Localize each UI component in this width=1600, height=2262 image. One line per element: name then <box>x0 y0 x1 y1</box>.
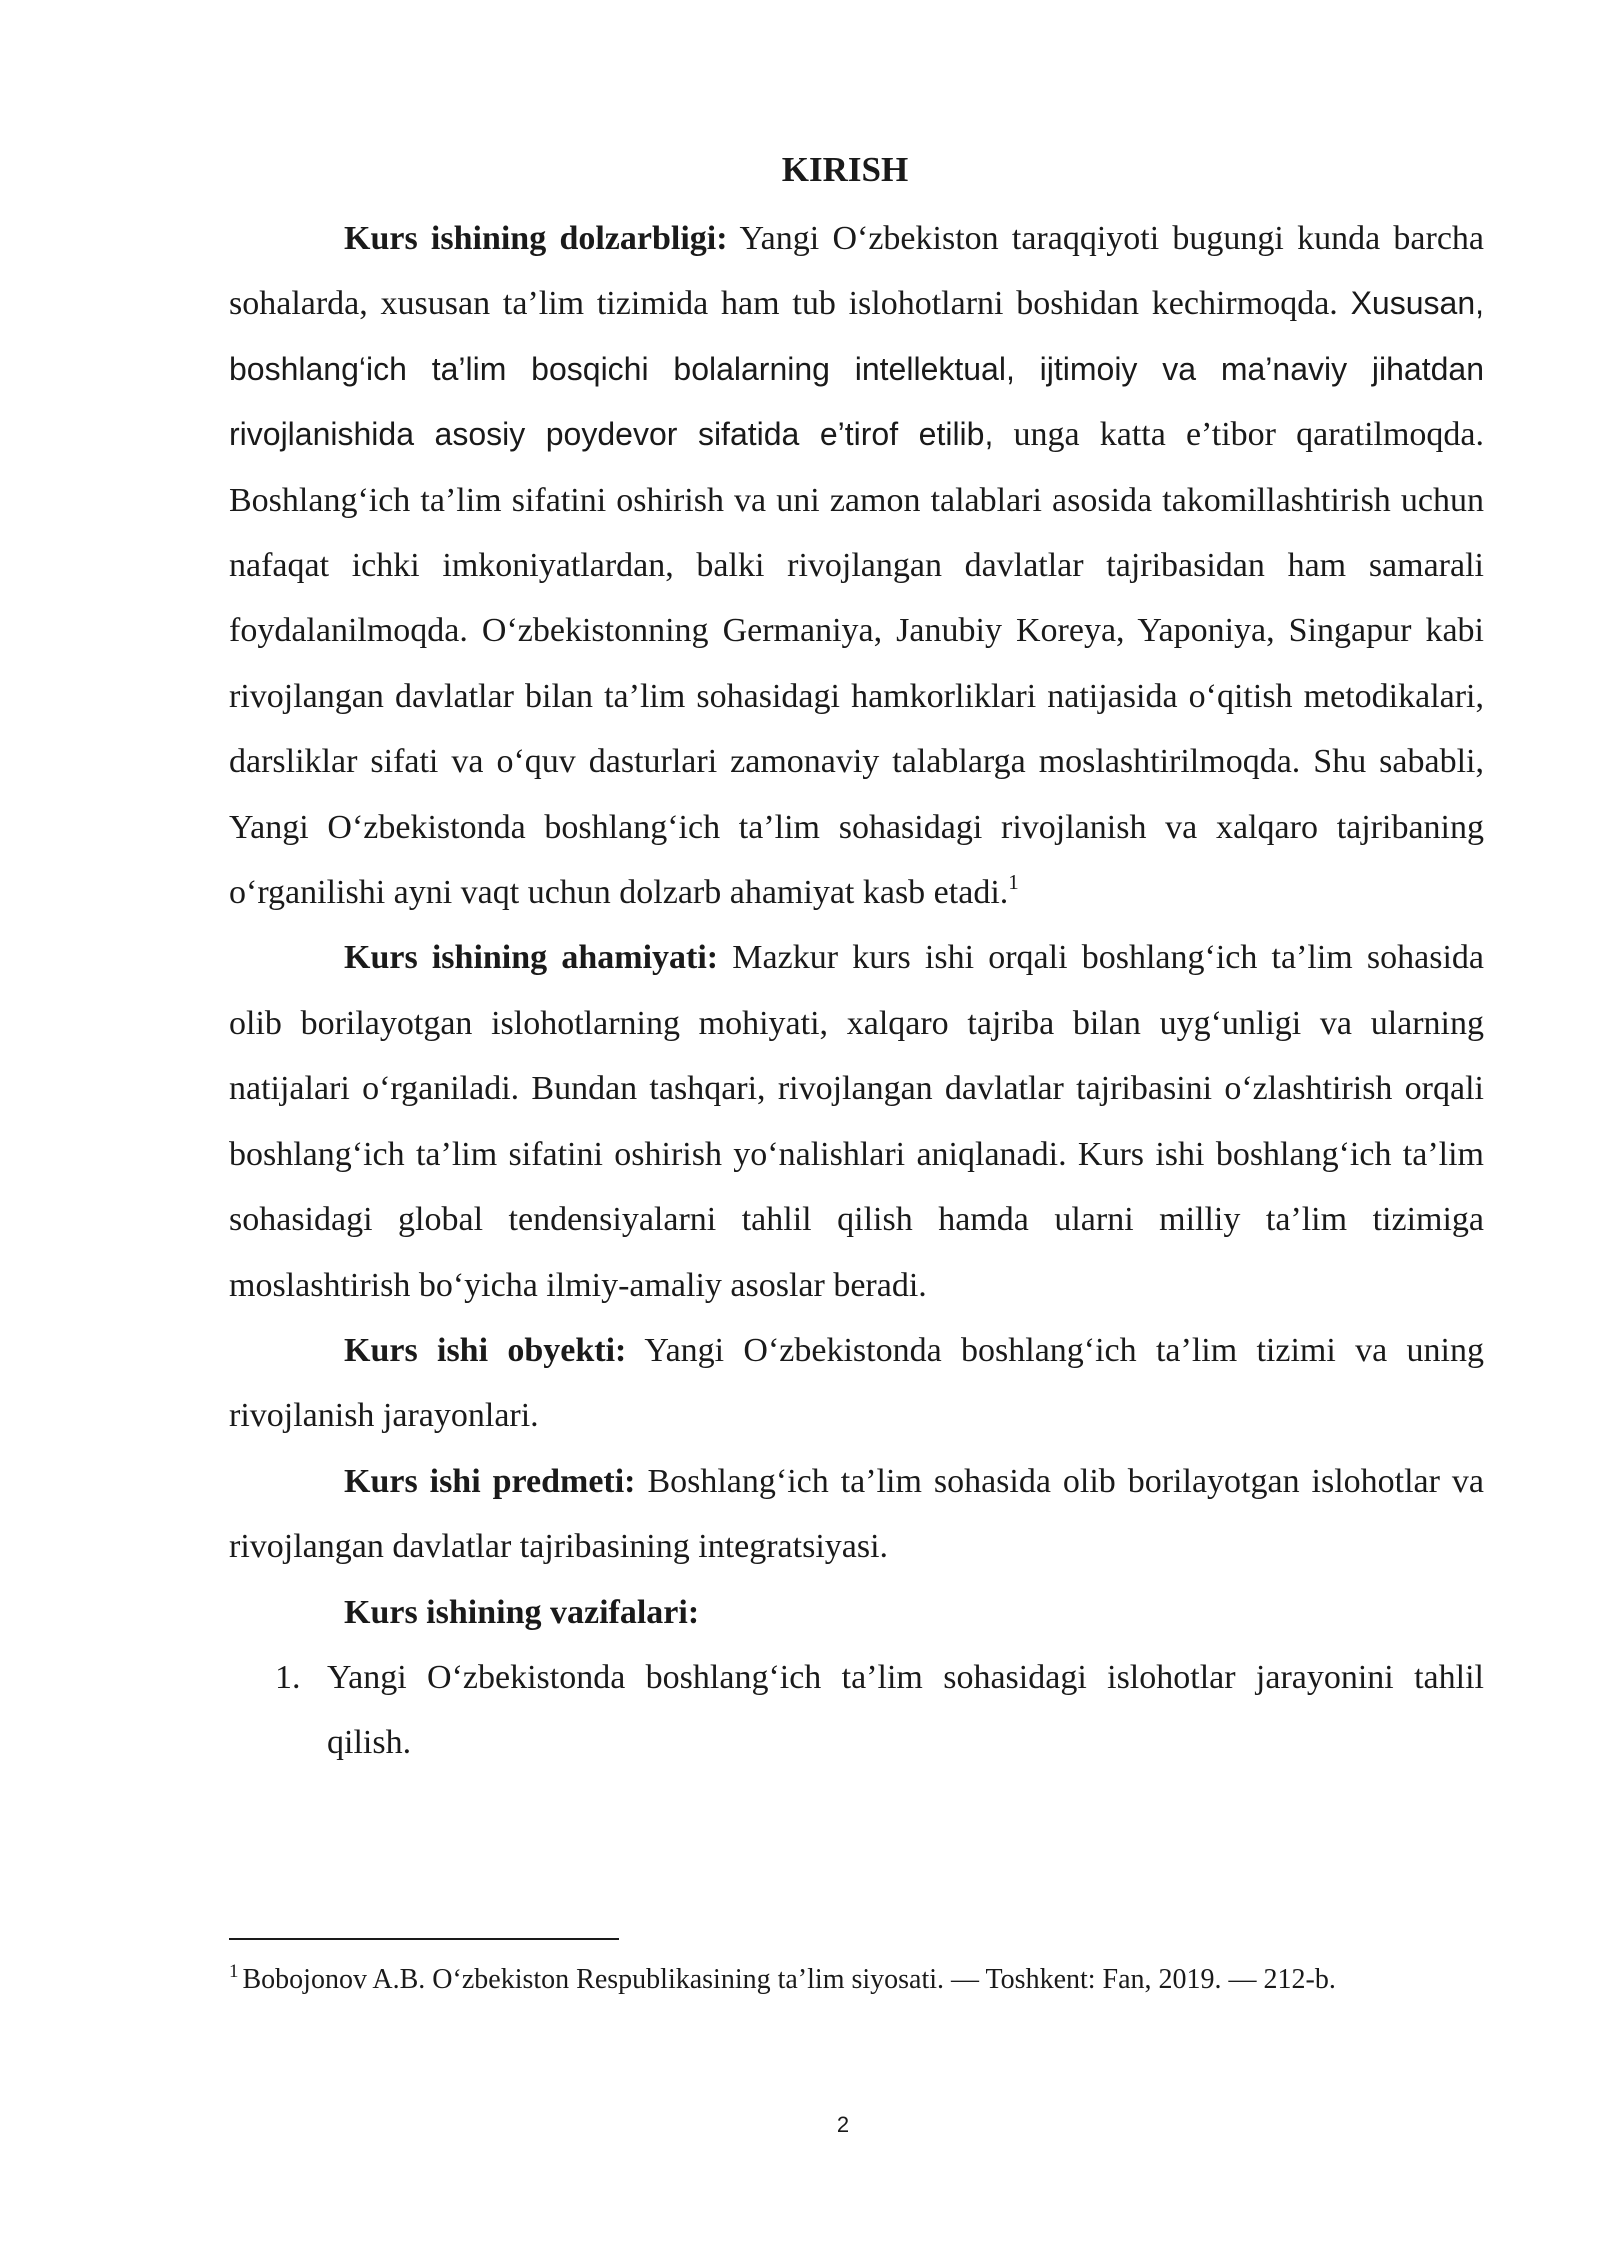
paragraph-text: Yangi O‘zbekiston taraqqiyoti bugungi kunda barcha sohalarda, xususan ta’lim tizimida ham tub islohotlarni boshidan kechirmoqda. <box>229 220 1484 323</box>
paragraph-text: unga katta e’tibor qaratilmoqda. Boshlang‘ich ta’lim sifatini oshirish va uni zamon talablari asosida takomillashtirish uchun nafaqat ichki imkoniyatlardan, balki rivojlangan davlatlar tajribasidan ham samarali foydalanilmoqda. O‘zbekistonning Germaniya, Janubiy Koreya, Yaponiya, Singapur kabi rivojlangan davlatlar bilan ta’lim sohasidagi hamkorliklari natijasida o‘qitish metodikalari, darsliklar sifati va o‘quv dasturlari zamonaviy talablarga moslashtirilmoqda. Shu sababli, Yangi O‘zbekistonda boshlang‘ich ta’lim sohasidagi rivojlanish va xalqaro tajribaning o‘rganilishi ayni vaqt uchun dolzarb ahamiyat kasb etadi. <box>229 416 1485 912</box>
page-title: KIRISH <box>781 150 909 189</box>
footnote <box>229 1952 1484 2008</box>
list-item-text: Yangi O‘zbekistonda boshlang‘ich ta’lim sohasidagi islohotlar jarayonini tahlil qilish. <box>327 1658 1484 1762</box>
paragraph-label: Kurs ishining dolzarbligi: <box>344 220 728 257</box>
footnote-text: Bobojonov A.B. O‘zbekiston Respublikasining ta’lim siyosati. — Toshkent: Fan, 2019. — 212-b. <box>242 1964 1336 1995</box>
list-item-number: 1. <box>275 1658 301 1696</box>
paragraph-text: Yangi O‘zbekistonda boshlang‘ich ta’lim tizimi va uning rivojlanish jarayonlari. <box>229 1331 1484 1435</box>
paragraph-object <box>229 1318 1484 1449</box>
footnote-separator <box>229 1938 619 1940</box>
paragraph-subject <box>229 1449 1484 1580</box>
paragraph-text: Xususan, boshlang‘ich ta’lim bosqichi bolalarning intellektual, ijtimoiy va ma’naviy jihatdan rivojlanishida asosiy poydevor sifatida e’tirof etilib, <box>229 285 1484 453</box>
paragraph-relevance <box>229 206 1484 925</box>
document-body <box>229 206 1484 1776</box>
paragraph-importance <box>229 925 1484 1317</box>
paragraph-text: Boshlang‘ich ta’lim sohasida olib borilayotgan islohotlar va rivojlangan davlatlar tajribasining integratsiyasi. <box>229 1462 1484 1566</box>
list-item <box>229 1645 1484 1776</box>
tasks-list <box>229 1645 1484 1776</box>
footnote-reference[interactable]: 1 <box>1008 870 1019 895</box>
footnote-marker: 1 <box>229 1961 239 1982</box>
page-number: 2 <box>836 2112 850 2137</box>
paragraph-label: Kurs ishi obyekti: <box>344 1331 627 1369</box>
tasks-heading: Kurs ishining vazifalari: <box>344 1593 700 1631</box>
paragraph-text: Mazkur kurs ishi orqali boshlang‘ich ta’lim sohasida olib borilayotgan islohotlarning mohiyati, xalqaro tajriba bilan uyg‘unligi va ularning natijalari o‘rganiladi. Bundan tashqari, rivojlangan davlatlar tajribasini o‘zlashtirish orqali boshlang‘ich ta’lim sifatini oshirish yo‘nalishlari aniqlanadi. Kurs ishi boshlang‘ich ta’lim sohasidagi global tendensiyalarni tahlil qilish hamda ularni milliy ta’lim tizimiga moslashtirish bo‘yicha ilmiy-amaliy asoslar beradi. <box>229 939 1484 1304</box>
paragraph-label: Kurs ishi predmeti: <box>344 1462 636 1500</box>
paragraph-label: Kurs ishining ahamiyati: <box>344 939 719 977</box>
